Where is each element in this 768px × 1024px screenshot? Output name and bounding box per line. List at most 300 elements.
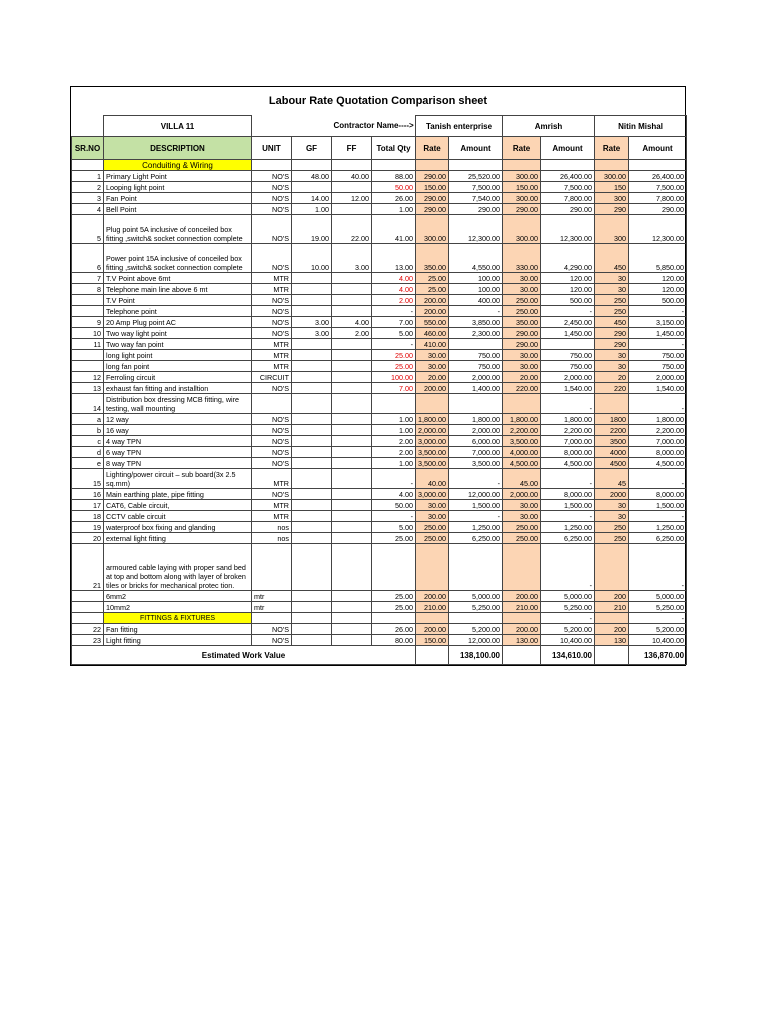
row-unit: NO'S [252,624,292,635]
row-amount-nitin: 7,800.00 [629,193,687,204]
row-srno: 12 [72,372,104,383]
row-srno [72,361,104,372]
contractor-2: Amrish [503,116,595,137]
row-ff [332,500,372,511]
row-amount-amrish: 6,250.00 [541,533,595,544]
row-rate-amrish: 2,200.00 [503,425,541,436]
row-gf [292,414,332,425]
row-rate-tanish: 1,800.00 [416,414,449,425]
row-amount-amrish: 1,540.00 [541,383,595,394]
row-amount-nitin: 7,500.00 [629,182,687,193]
row-unit: NO'S [252,215,292,244]
row-description: Telephone point [104,306,252,317]
row-total-qty: 1.00 [372,425,416,436]
row-gf [292,295,332,306]
row-unit: NO'S [252,458,292,469]
row-rate-amrish: 250.00 [503,533,541,544]
row-description: Primary Light Point [104,171,252,182]
row-total-qty [372,394,416,414]
col-description: DESCRIPTION [104,137,252,160]
row-description: long light point [104,350,252,361]
row-srno: 19 [72,522,104,533]
row-total-qty: 4.00 [372,489,416,500]
row-srno: 10 [72,328,104,339]
row-gf: 3.00 [292,317,332,328]
row-srno: 20 [72,533,104,544]
row-srno: 13 [72,383,104,394]
row-amount-nitin: 2,200.00 [629,425,687,436]
row-amount-nitin: - [629,511,687,522]
row-ff [332,511,372,522]
row-ff: 2.00 [332,328,372,339]
col-gf: GF [292,137,332,160]
row-amount-tanish: 400.00 [449,295,503,306]
row-rate-tanish: 300.00 [416,215,449,244]
row-rate-nitin: 290 [595,339,629,350]
row-rate-nitin: 200 [595,591,629,602]
row-gf [292,635,332,646]
row-amount-tanish: 2,000.00 [449,425,503,436]
row-rate-tanish: 290.00 [416,193,449,204]
row-rate-amrish: 250.00 [503,522,541,533]
quotation-table [71,115,687,665]
row-amount-nitin: 26,400.00 [629,171,687,182]
table-row [72,447,687,458]
row-amount-amrish: - [541,306,595,317]
total-label: Estimated Work Value [72,646,416,665]
col-amount-3: Amount [629,137,687,160]
table-row [72,361,687,372]
row-rate-nitin: 300 [595,215,629,244]
row-ff: 22.00 [332,215,372,244]
row-amount-tanish: 12,000.00 [449,489,503,500]
row-description: Fan fitting [104,624,252,635]
row-amount-amrish: 290.00 [541,204,595,215]
row-gf: 14.00 [292,193,332,204]
row-rate-amrish: 250.00 [503,295,541,306]
row-ff [332,624,372,635]
row-rate-nitin: 30 [595,511,629,522]
row-description: Lighting/power circuit – sub board(3x 2.5 sq.mm) [104,469,252,489]
col-rate-2: Rate [503,137,541,160]
row-description: 16 way [104,425,252,436]
row-rate-amrish: 4,500.00 [503,458,541,469]
row-srno: 8 [72,284,104,295]
table-row [72,602,687,613]
row-amount-tanish: 4,550.00 [449,244,503,273]
row-unit: NO'S [252,204,292,215]
row-description: Ferroling circuit [104,372,252,383]
row-rate-amrish: 300.00 [503,215,541,244]
row-total-qty: 2.00 [372,295,416,306]
row-unit: NO'S [252,425,292,436]
row-gf [292,383,332,394]
row-unit: NO'S [252,244,292,273]
row-unit: NO'S [252,489,292,500]
row-amount-tanish: 1,500.00 [449,500,503,511]
row-rate-nitin: 4500 [595,458,629,469]
row-srno: 23 [72,635,104,646]
table-row [72,339,687,350]
row-total-qty: 50.00 [372,500,416,511]
row-total-qty: - [372,306,416,317]
row-ff [332,533,372,544]
row-rate-nitin: 1800 [595,414,629,425]
row-amount-nitin: 12,300.00 [629,215,687,244]
row-total-qty: 50.00 [372,182,416,193]
table-row [72,522,687,533]
row-rate-tanish: 40.00 [416,469,449,489]
row-ff [332,602,372,613]
row-rate-tanish: 250.00 [416,522,449,533]
row-amount-tanish: 750.00 [449,361,503,372]
row-rate-tanish: 150.00 [416,635,449,646]
row-ff [332,339,372,350]
row-rate-tanish: 460.00 [416,328,449,339]
row-srno [72,295,104,306]
row-amount-tanish: 5,200.00 [449,624,503,635]
row-amount-tanish: - [449,306,503,317]
row-amount-tanish: 2,000.00 [449,372,503,383]
fit-section-a2: - [541,613,595,624]
row-unit: NO'S [252,295,292,306]
row-gf [292,602,332,613]
row-srno: 1 [72,171,104,182]
row-total-qty: 7.00 [372,383,416,394]
row-rate-amrish [503,394,541,414]
row-ff: 12.00 [332,193,372,204]
row-amount-nitin: 1,500.00 [629,500,687,511]
row-total-qty: 1.00 [372,414,416,425]
row-amount-amrish: 120.00 [541,273,595,284]
row-unit: MTR [252,339,292,350]
row-srno: 3 [72,193,104,204]
row-amount-tanish: 7,500.00 [449,182,503,193]
row-total-qty: 25.00 [372,602,416,613]
row-rate-amrish: 220.00 [503,383,541,394]
row-srno: 16 [72,489,104,500]
row-amount-tanish: 3,500.00 [449,458,503,469]
row-amount-tanish: - [449,469,503,489]
row-gf: 10.00 [292,244,332,273]
table-row [72,328,687,339]
row-unit: MTR [252,469,292,489]
table-row [72,372,687,383]
row-gf [292,182,332,193]
row-ff [332,447,372,458]
row-amount-amrish: - [541,544,595,591]
row-unit: MTR [252,273,292,284]
row-unit: NO'S [252,328,292,339]
row-amount-tanish [449,339,503,350]
table-row [72,425,687,436]
row-total-qty: 1.00 [372,204,416,215]
fit-section-a3: - [629,613,687,624]
row-ff [332,436,372,447]
row-amount-amrish: 1,250.00 [541,522,595,533]
row-srno [72,591,104,602]
row-rate-amrish: 30.00 [503,511,541,522]
row-rate-tanish: 210.00 [416,602,449,613]
row-gf: 19.00 [292,215,332,244]
row-amount-nitin: 1,450.00 [629,328,687,339]
row-rate-nitin: 210 [595,602,629,613]
row-gf [292,372,332,383]
contractor-label: Contractor Name----> [333,121,414,131]
table-row [72,533,687,544]
row-gf [292,624,332,635]
row-unit: NO'S [252,306,292,317]
row-amount-amrish: - [541,469,595,489]
row-amount-tanish: 100.00 [449,273,503,284]
row-rate-tanish: 290.00 [416,171,449,182]
row-unit: nos [252,522,292,533]
row-rate-nitin: 200 [595,624,629,635]
row-rate-tanish: 200.00 [416,383,449,394]
row-unit: MTR [252,511,292,522]
row-unit: NO'S [252,317,292,328]
row-ff [332,544,372,591]
row-total-qty: 80.00 [372,635,416,646]
row-ff [332,591,372,602]
table-row [72,204,687,215]
row-amount-nitin: 1,540.00 [629,383,687,394]
row-rate-tanish: 250.00 [416,533,449,544]
contractor-3: Nitin Mishal [595,116,687,137]
row-srno: 11 [72,339,104,350]
row-amount-tanish: 290.00 [449,204,503,215]
row-amount-amrish: 10,400.00 [541,635,595,646]
row-amount-amrish: 12,300.00 [541,215,595,244]
row-rate-amrish: 20.00 [503,372,541,383]
row-rate-tanish: 3,500.00 [416,458,449,469]
row-ff [332,522,372,533]
row-unit: mtr [252,602,292,613]
row-rate-amrish: 45.00 [503,469,541,489]
row-srno: 22 [72,624,104,635]
table-row [72,244,687,273]
table-row [72,544,687,591]
row-rate-nitin: 30 [595,284,629,295]
row-gf [292,361,332,372]
row-amount-amrish: 1,500.00 [541,500,595,511]
col-total: Total Qty [372,137,416,160]
row-gf [292,469,332,489]
row-total-qty: 1.00 [372,458,416,469]
row-amount-tanish: - [449,511,503,522]
table-row [72,284,687,295]
row-total-qty: 4.00 [372,284,416,295]
row-rate-nitin: 30 [595,273,629,284]
table-row [72,511,687,522]
row-total-qty: 25.00 [372,591,416,602]
row-srno: 5 [72,215,104,244]
row-description: 8 way TPN [104,458,252,469]
row-rate-nitin: 130 [595,635,629,646]
row-amount-tanish: 5,250.00 [449,602,503,613]
row-total-qty: 7.00 [372,317,416,328]
row-amount-nitin: 1,250.00 [629,522,687,533]
row-rate-nitin [595,544,629,591]
row-description: Power point 15A inclusive of conceiled box fitting ,switch& socket connection complete [104,244,252,273]
row-description: 10mm2 [104,602,252,613]
row-srno [72,350,104,361]
row-amount-nitin: - [629,394,687,414]
row-rate-amrish: 290.00 [503,328,541,339]
row-ff: 40.00 [332,171,372,182]
row-rate-tanish: 200.00 [416,591,449,602]
row-description: Two way fan point [104,339,252,350]
row-description: Telephone main line above 6 mt [104,284,252,295]
row-gf [292,339,332,350]
row-amount-nitin: 7,000.00 [629,436,687,447]
row-total-qty: - [372,469,416,489]
row-srno [72,306,104,317]
table-row [72,500,687,511]
row-description: Two way light point [104,328,252,339]
row-total-qty: 13.00 [372,244,416,273]
row-description: exhaust fan fitting and installtion [104,383,252,394]
row-rate-tanish: 3,000.00 [416,489,449,500]
row-srno [72,602,104,613]
row-amount-nitin: - [629,544,687,591]
row-unit: MTR [252,350,292,361]
row-amount-amrish [541,339,595,350]
row-gf [292,458,332,469]
row-amount-tanish: 7,000.00 [449,447,503,458]
table-row [72,489,687,500]
row-rate-tanish: 290.00 [416,204,449,215]
row-amount-tanish: 2,300.00 [449,328,503,339]
row-amount-nitin: 750.00 [629,361,687,372]
row-amount-amrish: 5,200.00 [541,624,595,635]
row-description: 4 way TPN [104,436,252,447]
row-rate-amrish: 150.00 [503,182,541,193]
row-unit: NO'S [252,182,292,193]
row-amount-tanish: 1,250.00 [449,522,503,533]
row-rate-amrish: 290.00 [503,339,541,350]
row-ff [332,425,372,436]
row-amount-amrish: 4,500.00 [541,458,595,469]
row-amount-tanish [449,394,503,414]
row-amount-amrish: 750.00 [541,361,595,372]
row-rate-nitin: 30 [595,500,629,511]
row-description: long fan point [104,361,252,372]
row-rate-tanish: 30.00 [416,500,449,511]
row-rate-tanish [416,394,449,414]
sheet-title: Labour Rate Quotation Comparison sheet [268,95,488,107]
row-amount-nitin: 750.00 [629,350,687,361]
row-total-qty: 25.00 [372,533,416,544]
row-rate-tanish [416,544,449,591]
row-gf: 3.00 [292,328,332,339]
row-gf [292,350,332,361]
row-amount-nitin: 500.00 [629,295,687,306]
row-rate-nitin: 450 [595,317,629,328]
col-amount-1: Amount [449,137,503,160]
row-rate-amrish: 30.00 [503,284,541,295]
row-unit: NO'S [252,171,292,182]
row-srno: c [72,436,104,447]
row-rate-amrish: 250.00 [503,306,541,317]
row-amount-nitin: 8,000.00 [629,447,687,458]
row-rate-tanish: 150.00 [416,182,449,193]
row-gf [292,447,332,458]
row-amount-tanish: 12,300.00 [449,215,503,244]
table-row [72,436,687,447]
row-rate-tanish: 25.00 [416,284,449,295]
row-gf: 48.00 [292,171,332,182]
row-rate-tanish: 3,000.00 [416,436,449,447]
row-amount-tanish: 1,800.00 [449,414,503,425]
row-amount-nitin: 290.00 [629,204,687,215]
row-amount-nitin: - [629,306,687,317]
row-gf [292,273,332,284]
row-description: CAT6, Cable circuit, [104,500,252,511]
row-rate-nitin: 45 [595,469,629,489]
row-gf [292,436,332,447]
total-tanish: 138,100.00 [449,646,503,665]
row-srno: 17 [72,500,104,511]
row-ff [332,284,372,295]
row-rate-tanish: 350.00 [416,244,449,273]
row-unit [252,394,292,414]
row-gf [292,533,332,544]
col-amount-2: Amount [541,137,595,160]
conduiting-rows [72,171,687,613]
row-ff [332,306,372,317]
row-amount-amrish: 7,000.00 [541,436,595,447]
col-srno: SR.NO [72,137,104,160]
row-rate-amrish: 30.00 [503,361,541,372]
row-gf [292,394,332,414]
comparison-sheet [70,86,686,666]
row-amount-nitin: 5,200.00 [629,624,687,635]
row-rate-tanish: 200.00 [416,295,449,306]
row-amount-nitin: 5,850.00 [629,244,687,273]
row-rate-nitin: 220 [595,383,629,394]
row-amount-amrish: 7,500.00 [541,182,595,193]
row-unit: NO'S [252,193,292,204]
row-rate-tanish: 20.00 [416,372,449,383]
row-rate-amrish: 290.00 [503,204,541,215]
row-rate-nitin: 250 [595,522,629,533]
row-amount-nitin: - [629,469,687,489]
row-description: T.V Point above 6mt [104,273,252,284]
row-rate-amrish: 2,000.00 [503,489,541,500]
table-row [72,215,687,244]
table-row [72,469,687,489]
project-name: VILLA 11 [104,116,252,137]
row-total-qty: - [372,511,416,522]
row-gf [292,489,332,500]
row-rate-amrish: 30.00 [503,500,541,511]
row-ff [332,350,372,361]
row-rate-tanish: 200.00 [416,306,449,317]
row-description: 6 way TPN [104,447,252,458]
row-rate-nitin: 3500 [595,436,629,447]
row-rate-tanish: 550.00 [416,317,449,328]
row-amount-amrish: 2,450.00 [541,317,595,328]
table-row [72,383,687,394]
row-rate-amrish: 30.00 [503,273,541,284]
row-amount-tanish: 6,250.00 [449,533,503,544]
table-row [72,182,687,193]
row-unit: NO'S [252,383,292,394]
table-row [72,171,687,182]
total-nitin: 136,870.00 [629,646,687,665]
row-gf [292,306,332,317]
